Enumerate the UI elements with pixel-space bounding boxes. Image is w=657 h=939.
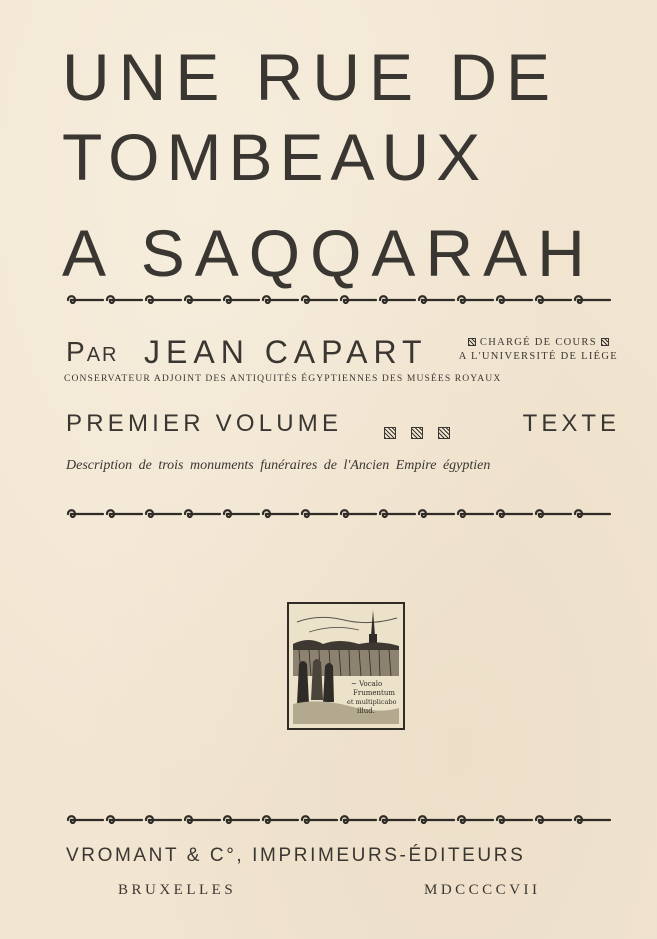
chain-link-icon xyxy=(380,296,415,303)
chain-border-middle xyxy=(66,508,614,520)
chain-link-icon xyxy=(68,510,103,517)
square-ornament-icon xyxy=(601,338,609,346)
chain-link-icon xyxy=(419,816,454,823)
chain-link-icon xyxy=(341,296,376,303)
chain-link-icon xyxy=(224,510,259,517)
chain-link-icon xyxy=(146,510,181,517)
chain-link-icon xyxy=(146,816,181,823)
chain-link-icon xyxy=(107,510,142,517)
author-title: CONSERVATEUR ADJOINT DES ANTIQUITÉS ÉGYPTIENNES DES MUSÉES ROYAUX xyxy=(64,373,502,384)
chain-link-icon xyxy=(497,816,532,823)
chain-link-icon xyxy=(146,296,181,303)
chain-link-icon xyxy=(302,510,337,517)
square-ornament-icon xyxy=(384,427,396,439)
vignette-illustration xyxy=(289,604,403,728)
chain-link-icon xyxy=(458,296,493,303)
svg-text:Frumentum: Frumentum xyxy=(353,689,395,697)
chain-link-icon xyxy=(263,510,298,517)
author-row xyxy=(66,334,622,370)
chain-link-icon xyxy=(341,816,376,823)
title-line-1: UNE RUE DE xyxy=(62,40,560,114)
chain-link-icon xyxy=(68,296,103,303)
chain-link-icon xyxy=(419,296,454,303)
publisher-imprint: VROMANT & C°, IMPRIMEURS-ÉDITEURS xyxy=(66,845,526,866)
description: Description de trois monuments funéraires de l'Ancien Empire égyptien xyxy=(66,458,491,473)
chain-link-icon xyxy=(536,296,571,303)
chain-link-icon xyxy=(263,296,298,303)
chain-link-icon xyxy=(458,510,493,517)
chain-link-icon xyxy=(536,510,571,517)
chain-border-bottom xyxy=(66,814,614,826)
svg-text:~ Vocalo: ~ Vocalo xyxy=(351,680,383,688)
author-name: JEAN CAPART xyxy=(144,334,428,370)
chain-link-icon xyxy=(575,816,610,823)
title-line-3: A SAQQARAH xyxy=(62,216,595,290)
chain-link-icon xyxy=(419,510,454,517)
chain-link-icon xyxy=(497,296,532,303)
chain-border-top xyxy=(66,294,614,306)
volume-row xyxy=(66,410,622,440)
chain-link-icon xyxy=(380,816,415,823)
svg-text:illud.: illud. xyxy=(357,707,375,715)
chain-link-icon xyxy=(575,296,610,303)
author-prefix: PAR xyxy=(66,336,119,367)
chain-link-icon xyxy=(107,296,142,303)
chain-link-icon xyxy=(224,296,259,303)
publisher-city: BRUXELLES xyxy=(118,882,237,898)
harvest-vignette-icon xyxy=(287,602,405,730)
chain-link-icon xyxy=(458,816,493,823)
chain-link-icon xyxy=(302,816,337,823)
chain-link-icon xyxy=(185,816,220,823)
square-ornament-icon xyxy=(438,427,450,439)
chain-link-icon xyxy=(536,816,571,823)
square-ornament-icon xyxy=(411,427,423,439)
chain-link-icon xyxy=(107,816,142,823)
square-ornament-icon xyxy=(468,338,476,346)
svg-text:et multiplicabo: et multiplicabo xyxy=(347,698,397,706)
author-position: CHARGÉ DE COURS A L'UNIVERSITÉ DE LIÉGE xyxy=(458,337,618,362)
chain-link-icon xyxy=(497,510,532,517)
chain-link-icon xyxy=(185,296,220,303)
volume-label: PREMIER VOLUME xyxy=(66,410,343,437)
chain-link-icon xyxy=(68,816,103,823)
title-line-2: TOMBEAUX xyxy=(62,120,488,194)
chain-link-icon xyxy=(575,510,610,517)
publication-year: MDCCCCVII xyxy=(424,882,541,898)
chain-link-icon xyxy=(263,816,298,823)
chain-link-icon xyxy=(302,296,337,303)
chain-link-icon xyxy=(185,510,220,517)
volume-part: TEXTE xyxy=(522,410,620,437)
chain-link-icon xyxy=(341,510,376,517)
chain-link-icon xyxy=(380,510,415,517)
chain-link-icon xyxy=(224,816,259,823)
square-ornaments xyxy=(384,417,465,445)
